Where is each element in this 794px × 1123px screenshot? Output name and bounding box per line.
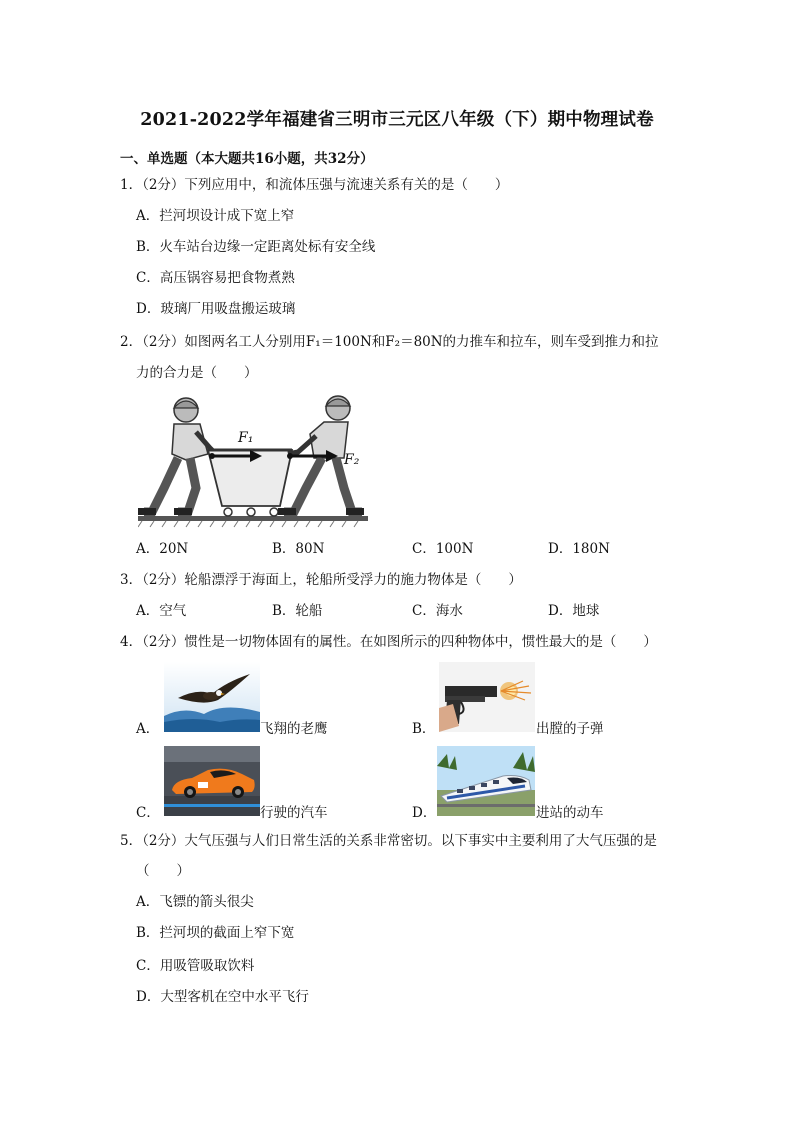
question-5-option-b: B．拦河坝的截面上窄下宽 — [136, 925, 295, 941]
question-1-option-b: B．火车站台边缘一定距离处标有安全线 — [136, 239, 376, 255]
question-2-option-b: B．80N — [272, 541, 325, 557]
force-f2-label: F₂ — [344, 452, 360, 468]
question-5-stem-line-2: （ ） — [136, 863, 190, 879]
question-3-option-b: B．轮船 — [272, 603, 323, 619]
question-3-option-c: C．海水 — [412, 603, 463, 619]
high-speed-train-image — [437, 746, 535, 816]
question-2-option-c: C．100N — [412, 541, 474, 557]
question-4-option-b-text: 出膛的子弹 — [536, 721, 604, 737]
question-1-stem: 1．（2分）下列应用中，和流体压强与流速关系有关的是（ ） — [120, 177, 509, 193]
question-4-option-d-letter: D． — [412, 805, 437, 821]
question-4-option-c-text: 行驶的汽车 — [260, 805, 328, 821]
workers-cart-figure — [138, 392, 370, 530]
question-4-stem: 4．（2分）惯性是一切物体固有的属性。在如图所示的四种物体中，惯性最大的是（ ） — [120, 634, 657, 650]
question-5-option-d: D．大型客机在空中水平飞行 — [136, 989, 309, 1005]
question-2-option-a: A．20N — [136, 541, 189, 557]
force-f1-label: F₁ — [238, 430, 254, 446]
question-4-option-c-letter: C． — [136, 805, 160, 821]
question-2-stem-line-2: 力的合力是（ ） — [136, 365, 258, 381]
bullet-gun-image — [439, 662, 535, 732]
question-3-stem: 3．（2分）轮船漂浮于海面上，轮船所受浮力的施力物体是（ ） — [120, 572, 522, 588]
question-3-option-d: D．地球 — [548, 603, 600, 619]
eagle-image — [164, 662, 260, 732]
question-2-option-d: D．180N — [548, 541, 610, 557]
question-3-option-a: A．空气 — [136, 603, 187, 619]
racing-car-image — [164, 746, 260, 816]
question-1-option-c: C．高压锅容易把食物煮熟 — [136, 270, 295, 286]
question-4-option-a-letter: A． — [136, 721, 160, 737]
question-5-option-c: C．用吸管吸取饮料 — [136, 958, 255, 974]
question-5-stem-line-1: 5．（2分）大气压强与人们日常生活的关系非常密切。以下事实中主要利用了大气压强的是 — [120, 833, 657, 849]
question-4-option-a-text: 飞翔的老鹰 — [260, 721, 328, 737]
question-2-stem-line-1: 2．（2分）如图两名工人分别用F₁＝100N和F₂＝80N的力推车和拉车，则车受到推力和拉 — [120, 334, 659, 350]
section-heading: 一、单选题（本大题共16小题，共32分） — [120, 151, 374, 167]
question-1-option-a: A．拦河坝设计成下宽上窄 — [136, 208, 295, 224]
question-4-option-d-text: 进站的动车 — [536, 805, 604, 821]
question-1-option-d: D．玻璃厂用吸盘搬运玻璃 — [136, 301, 296, 317]
page-title: 2021-2022学年福建省三明市三元区八年级（下）期中物理试卷 — [140, 110, 654, 130]
question-5-option-a: A．飞镖的箭头很尖 — [136, 894, 254, 910]
question-4-option-b-letter: B． — [412, 721, 436, 737]
